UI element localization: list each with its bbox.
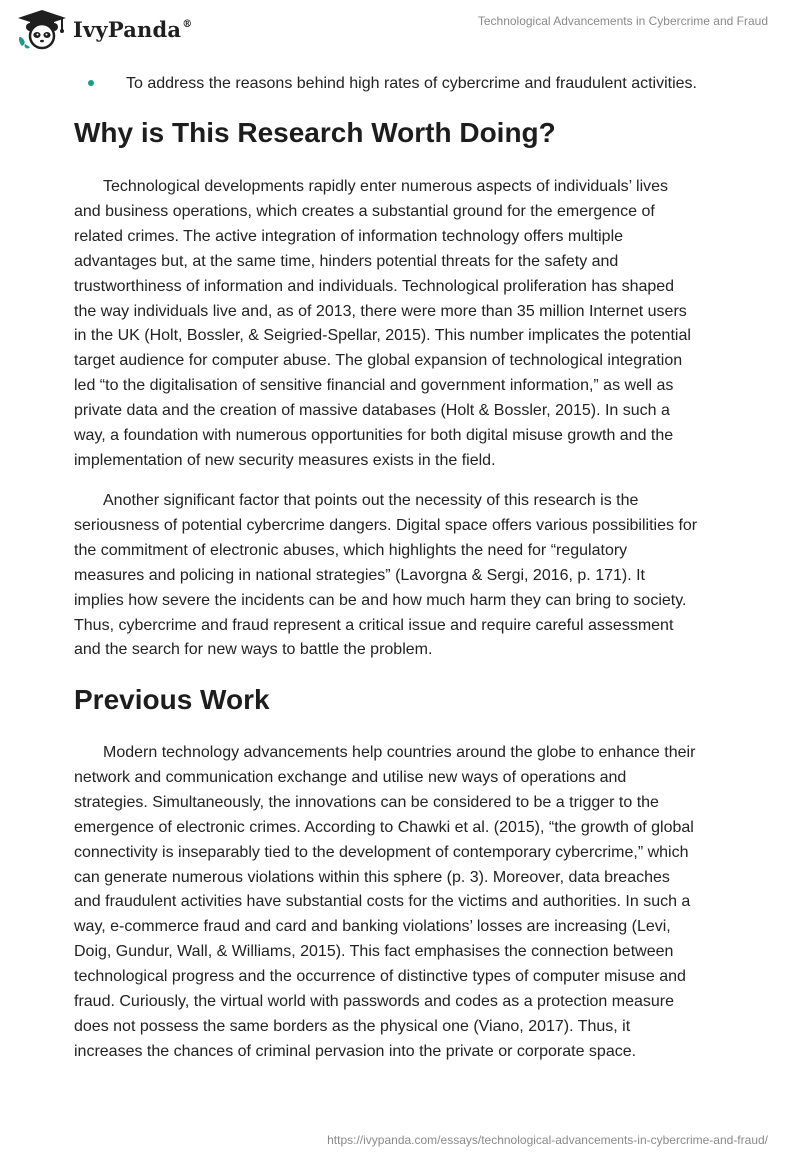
paragraph: Another significant factor that points out the necessity of this research is the seriousness of potential cybercrime dangers. Digital space offers various possibilities for the commitment of electronic abuses, which highlights the need for “regulatory measures and policing in national strategies” (Lavorgna & Sergi, 2016, p. 171). It implies how severe the incidents can be and how much harm they can bring to society. Thus, cybercrime and fraud represent a critical issue and require careful assessment and the search for new ways to battle the problem. <box>74 492 698 659</box>
paragraph: Modern technology advancements help countries around the globe to enhance their network and communication exchange and utilise new ways of operations and strategies. Simultaneously, the innovations can be considered to be a trigger to the emergence of electronic crimes. According to Chawki et al. (2015), “the growth of global connectivity is inseparably tied to the development of contemporary cybercrime,” which can generate numerous violations within this sphere (p. 3). Moreover, data breaches and fraudulent activities have substantial costs for the victims and authorities. In such a way, e-commerce fraud and card and banking violations’ losses are increasing (Levi, Doig, Gundur, Wall, & Williams, 2015). This fact emphasises the connection between technological progress and the occurrence of distinctive types of computer misuse and fraud. Curiously, the virtual world with passwords and codes as a protection measure does not possess the same borders as the physical one (Viano, 2017). Thus, it increases the chances of criminal pervasion into the private or corporate space. <box>74 744 696 1060</box>
paragraph: Technological developments rapidly enter numerous aspects of individuals’ lives and business operations, which creates a substantial ground for the emergence of related crimes. The active integration of information technology offers multiple advantages but, at the same time, hinders potential threats for the safety and trustworthiness of information and individuals. Technological proliferation has shaped the way individuals live and, as of 2013, there were more than 35 million Internet users in the UK (Holt, Bossler, & Seigried-Spellar, 2015). This number implicates the potential target audience for computer abuse. The global expansion of technological integration led “to the digitalisation of sensitive financial and government information,” as well as private data and the creation of massive databases (Holt & Bossler, 2015). In such a way, a foundation with numerous opportunities for both digital misuse growth and the implementation of new security measures exists in the field. <box>74 178 691 469</box>
brand-name: IvyPanda® <box>73 16 193 42</box>
source-url-link[interactable]: https://ivypanda.com/essays/technological-advancements-in-cybercrime-and-fraud/ <box>327 1133 768 1147</box>
bullet-dot-icon <box>88 80 94 86</box>
objective-list <box>86 72 766 96</box>
list-item-text: To address the reasons behind high rates of cybercrime and fraudulent activities. <box>126 75 697 92</box>
site-logo[interactable] <box>16 8 192 50</box>
panda-graduate-logo-icon <box>16 8 68 50</box>
section-heading-previous-work: Previous Work <box>74 684 270 715</box>
document-header-title: Technological Advancements in Cybercrime and Fraud <box>477 14 768 28</box>
list-item <box>86 72 766 96</box>
section-heading-why-research: Why is This Research Worth Doing? <box>74 117 556 148</box>
